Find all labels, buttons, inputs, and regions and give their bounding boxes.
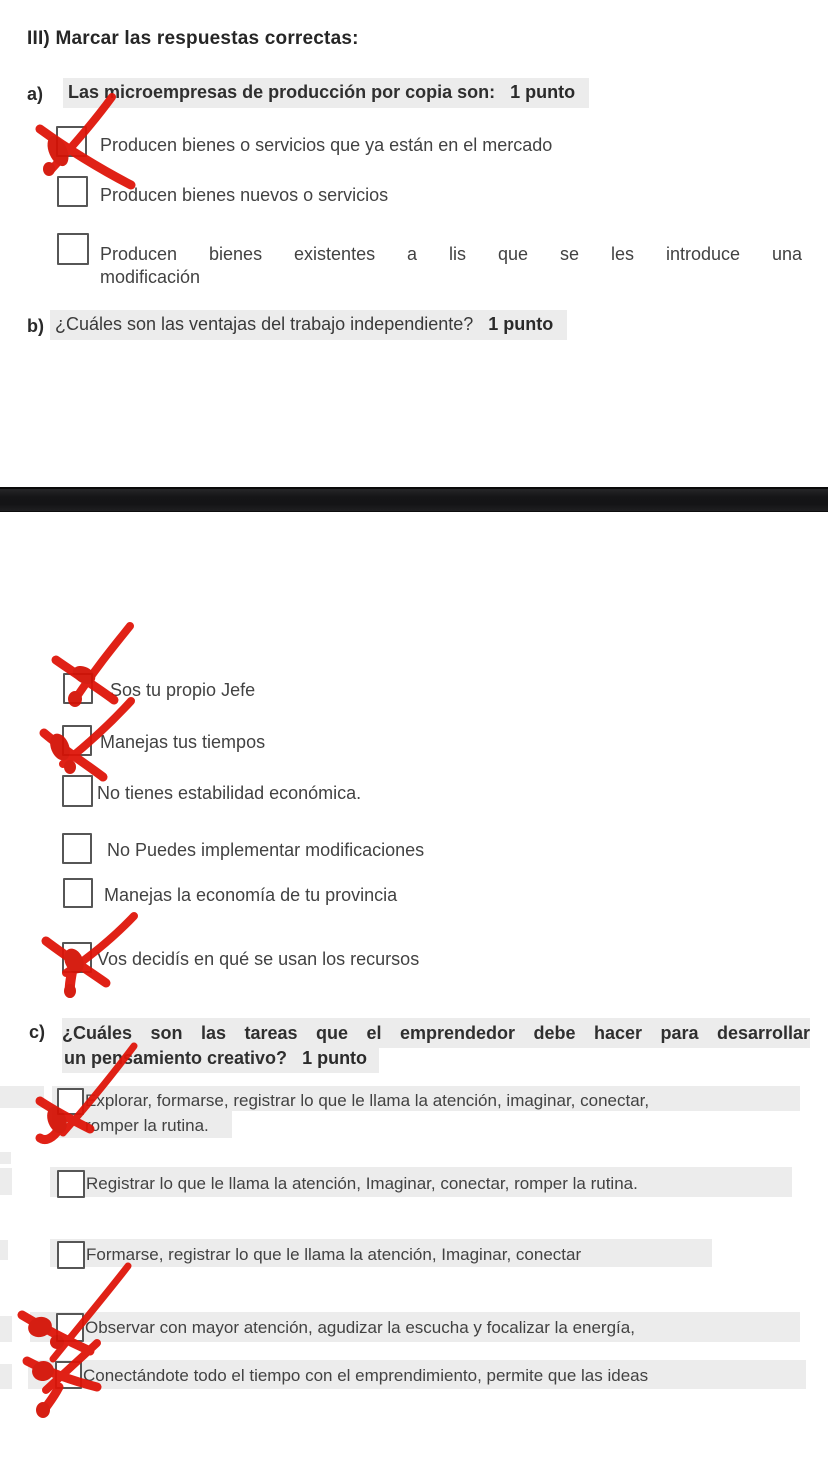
checkbox-b-5[interactable] — [63, 878, 93, 908]
left-margin-highlight-strip — [0, 1364, 12, 1389]
option-a-3-line2: modificación — [100, 267, 201, 287]
option-c-1-line2: romper la rutina. — [85, 1116, 209, 1135]
option-c-1-line1: Explorar, formarse, registrar lo que le llama la atención, imaginar, conectar, — [85, 1091, 650, 1110]
checkbox-c-2[interactable] — [57, 1170, 85, 1198]
option-b-5-label: Manejas la economía de tu provincia — [104, 885, 398, 905]
checkbox-c-4[interactable] — [56, 1313, 84, 1342]
question-a-text — [63, 78, 589, 108]
option-b-4-label: No Puedes implementar modificaciones — [107, 840, 425, 860]
option-c-4-label: Observar con mayor atención, agudizar la escucha y focalizar la energía, — [85, 1318, 635, 1337]
checkbox-a-3[interactable] — [57, 233, 89, 265]
checkbox-c-1[interactable] — [57, 1088, 84, 1115]
checkbox-c-3[interactable] — [57, 1241, 85, 1269]
checkbox-b-1[interactable] — [63, 673, 93, 704]
question-b-points: 1 punto — [488, 314, 554, 334]
checkbox-a-1[interactable] — [56, 126, 87, 157]
checkbox-c-5[interactable] — [55, 1361, 82, 1389]
question-a-letter: a) — [27, 84, 44, 104]
left-margin-highlight-strip — [0, 1086, 44, 1108]
option-b-1-label: Sos tu propio Jefe — [110, 680, 256, 700]
question-b-letter: b) — [27, 316, 44, 336]
question-c-points: 1 punto — [302, 1048, 368, 1068]
option-c-5-label: Conectándote todo el tiempo con el emprendimiento, permite que las ideas — [83, 1366, 649, 1385]
question-b-label: ¿Cuáles son las ventajas del trabajo independiente? — [55, 314, 474, 334]
left-margin-highlight-strip — [0, 1168, 12, 1195]
checkbox-b-6[interactable] — [62, 942, 92, 973]
page-separator-bar — [0, 487, 828, 512]
option-b-6-label: Vos decidís en qué se usan los recursos — [97, 949, 420, 969]
checkbox-b-4[interactable] — [62, 833, 92, 864]
option-c-2-label: Registrar lo que le llama la atención, Imaginar, conectar, romper la rutina. — [86, 1174, 638, 1193]
left-margin-highlight-strip — [0, 1240, 8, 1260]
checkbox-b-3[interactable] — [62, 775, 93, 807]
question-b-text — [50, 310, 567, 340]
option-a-3-line1: Producen bienes existentes a lis que se les introduce una — [100, 244, 802, 264]
left-margin-highlight-strip — [0, 1152, 11, 1164]
option-a-1-label: Producen bienes o servicios que ya están en el mercado — [100, 135, 553, 155]
question-c-letter: c) — [29, 1022, 46, 1042]
section-heading: III) Marcar las respuestas correctas: — [27, 28, 359, 49]
left-margin-highlight-strip — [0, 1316, 12, 1342]
question-a-label: Las microempresas de producción por copia son: — [68, 82, 496, 102]
checkbox-b-2[interactable] — [62, 725, 92, 756]
question-a-points: 1 punto — [510, 82, 576, 102]
option-b-3-label: No tienes estabilidad económica. — [97, 783, 362, 803]
question-c-line2-text: un pensamiento creativo? — [64, 1048, 288, 1068]
checkbox-a-2[interactable] — [57, 176, 88, 207]
question-c-line2 — [62, 1045, 379, 1073]
option-c-3-label: Formarse, registrar lo que le llama la atención, Imaginar, conectar — [86, 1245, 582, 1264]
option-a-2-label: Producen bienes nuevos o servicios — [100, 185, 389, 205]
option-b-2-label: Manejas tus tiempos — [100, 732, 266, 752]
question-c-line1: ¿Cuáles son las tareas que el emprendedor debe hacer para desarrollar — [62, 1018, 810, 1048]
